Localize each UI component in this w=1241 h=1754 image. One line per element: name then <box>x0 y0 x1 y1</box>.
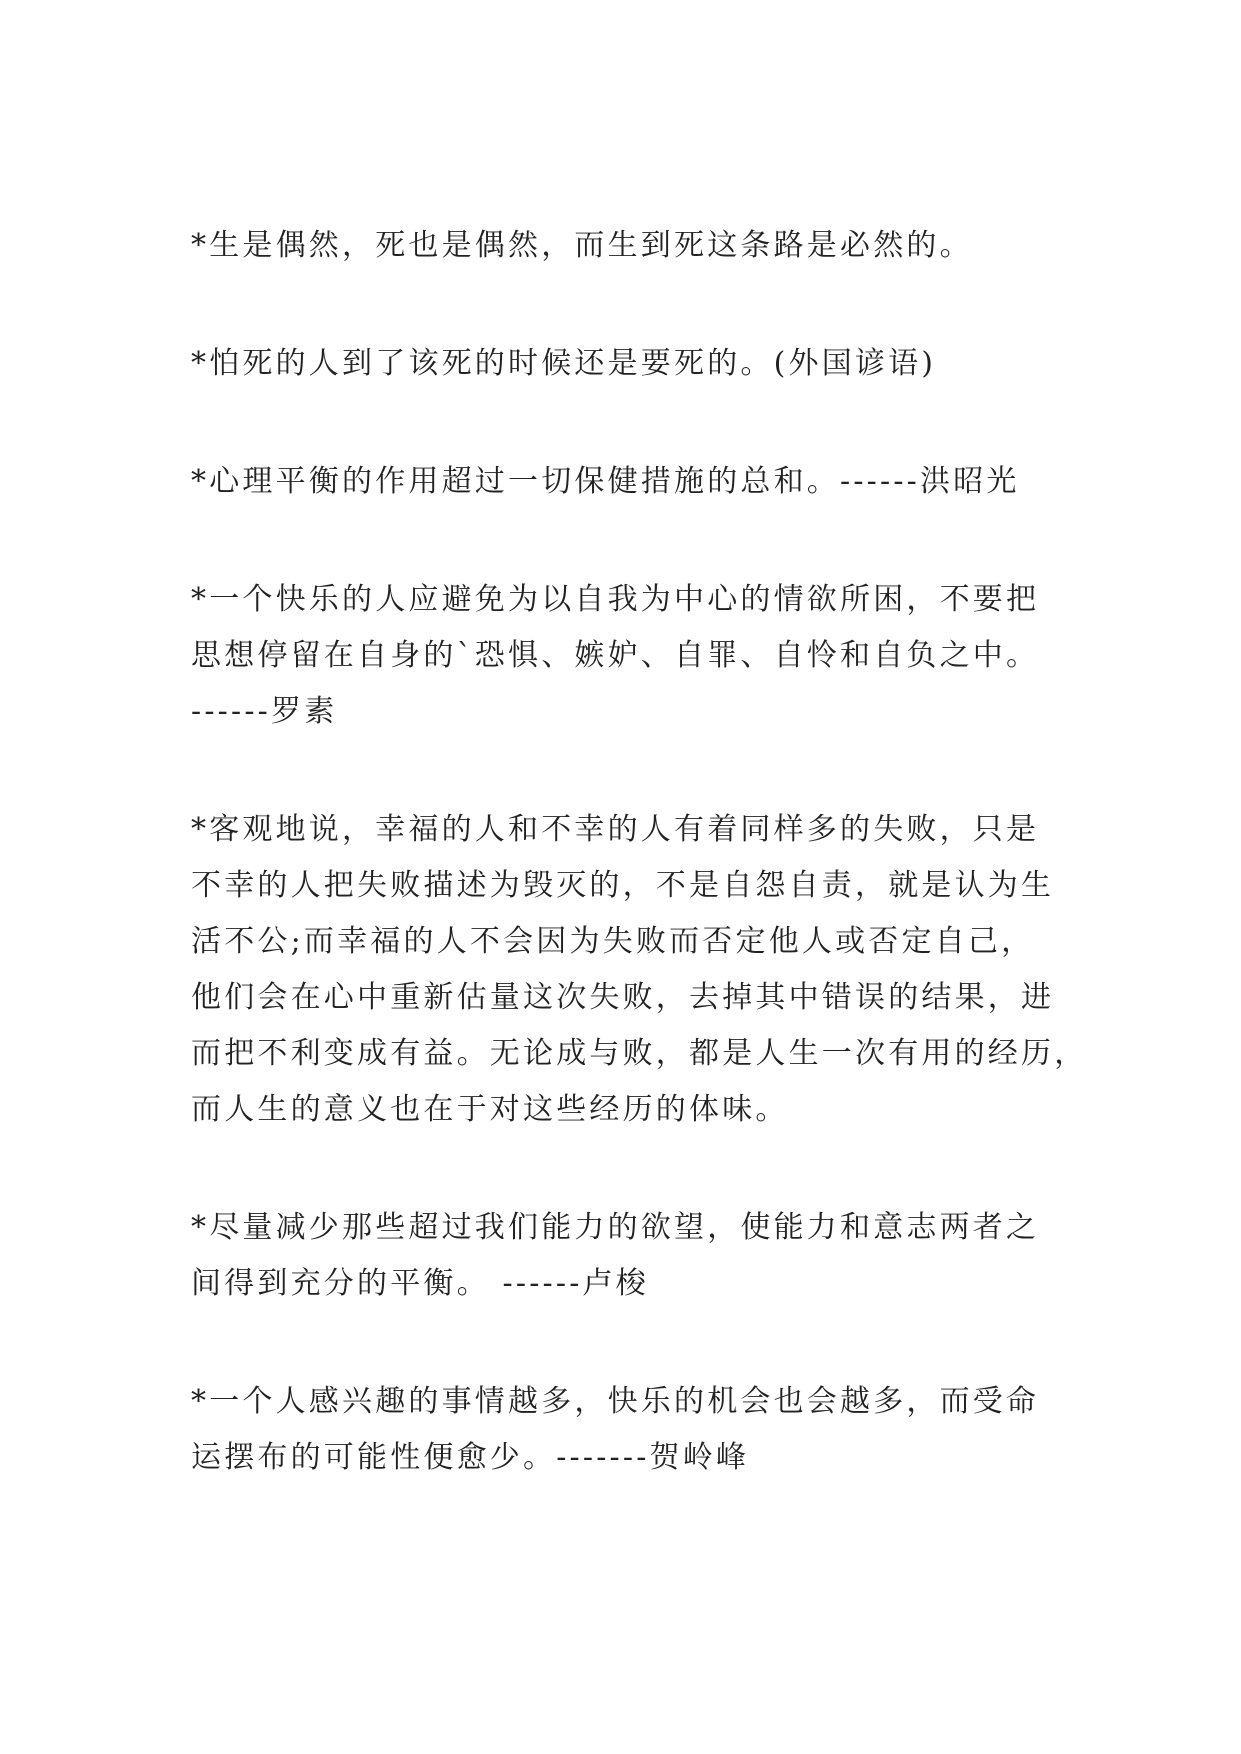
quote-line: 不幸的人把失败描述为毁灭的，不是自怨自责，就是认为生 <box>191 868 1055 903</box>
paragraph-gap <box>191 740 1061 802</box>
quote-line: 而人生的意义也在于对这些经历的体味。 <box>191 1092 789 1127</box>
quote-paragraph-6 <box>191 1200 1061 1312</box>
quote-line: *客观地说，幸福的人和不幸的人有着同样多的失败，只是 <box>191 812 1040 847</box>
quote-line: 活不公;而幸福的人不会因为失败而否定他人或否定自己， <box>191 924 1035 959</box>
quote-line: *心理平衡的作用超过一切保健措施的总和。------洪昭光 <box>191 464 1020 499</box>
quote-line: 而把不利变成有益。无论成与败，都是人生一次有用的经历， <box>191 1036 1088 1071</box>
quote-line: 间得到充分的平衡。 ------卢梭 <box>191 1266 649 1301</box>
paragraph-gap <box>191 274 1061 336</box>
quote-paragraph-2 <box>191 336 1061 392</box>
quote-line: 运摆布的可能性便愈少。-------贺岭峰 <box>191 1440 750 1475</box>
quote-line: *一个人感兴趣的事情越多，快乐的机会也会越多，而受命 <box>191 1384 1040 1419</box>
quote-line: 思想停留在自身的`恐惧、嫉妒、自罪、自怜和自负之中。 <box>191 638 1040 673</box>
quote-attribution: ------罗素 <box>191 694 338 729</box>
quote-line: *怕死的人到了该死的时候还是要死的。(外国谚语) <box>191 346 937 381</box>
quote-paragraph-5 <box>191 802 1088 1138</box>
quote-line: 他们会在心中重新估量这次失败，去掉其中错误的结果，进 <box>191 980 1055 1015</box>
paragraph-gap <box>191 1138 1061 1200</box>
quote-line: *生是偶然，死也是偶然，而生到死这条路是必然的。 <box>191 228 973 263</box>
quote-line: *尽量减少那些超过我们能力的欲望，使能力和意志两者之 <box>191 1210 1040 1245</box>
quote-paragraph-1 <box>191 218 1061 274</box>
quote-paragraph-7 <box>191 1374 1061 1486</box>
quote-paragraph-3 <box>191 454 1061 510</box>
paragraph-gap <box>191 1312 1061 1374</box>
paragraph-gap <box>191 392 1061 454</box>
quote-line: *一个快乐的人应避免为以自我为中心的情欲所困，不要把 <box>191 582 1040 617</box>
quote-list <box>191 218 1088 1486</box>
quote-paragraph-4 <box>191 572 1061 740</box>
paragraph-gap <box>191 510 1061 572</box>
